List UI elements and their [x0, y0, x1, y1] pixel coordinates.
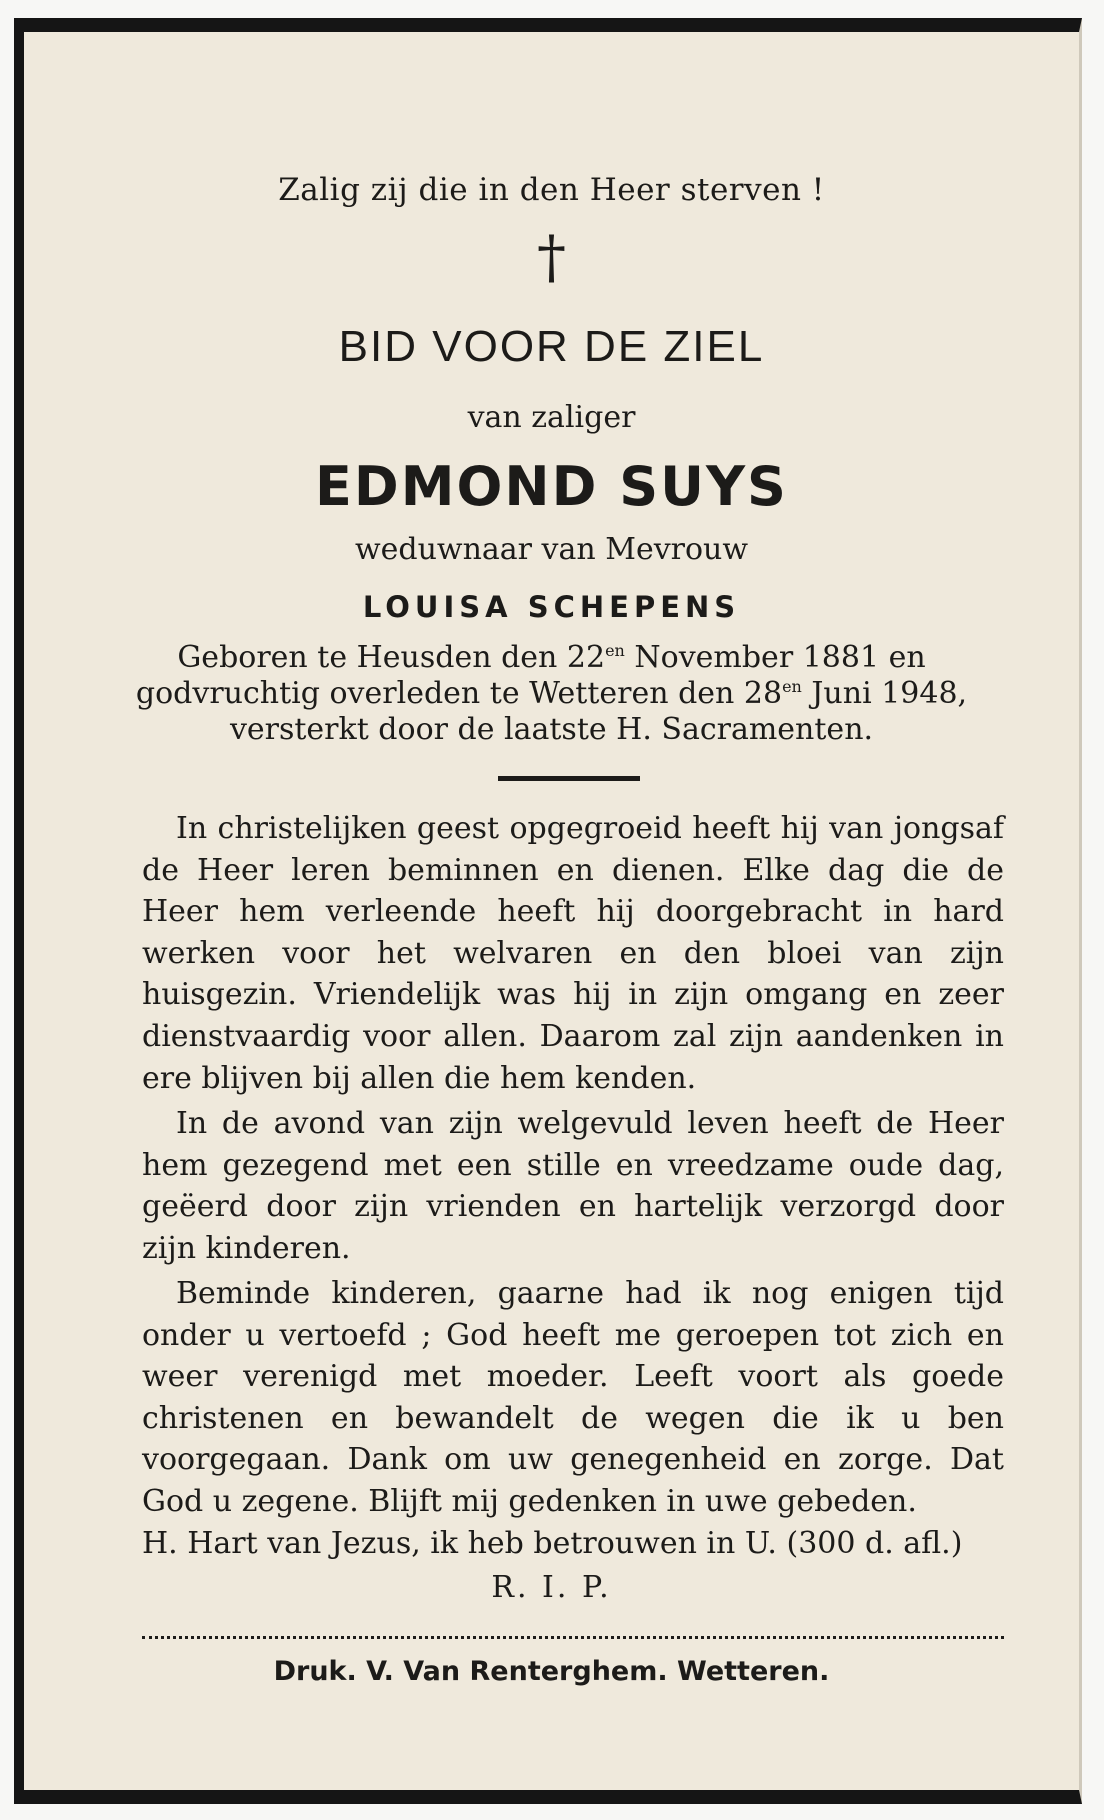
birth-death-details [24, 640, 1079, 748]
dotted-divider [142, 1636, 1004, 1639]
widower-of: weduwnaar van Mevrouw [354, 532, 749, 567]
birth-line: Geboren te Heusden den $22^{en}$ November 1881 en [177, 640, 926, 675]
spouse-name: LOUISA SCHEPENS [362, 590, 741, 624]
death-line: godvruchtig overleden te Wetteren den $28^{en}$ Juni 1948, [135, 676, 968, 711]
divider [498, 776, 640, 781]
rip: R. I. P. [491, 1570, 612, 1605]
paragraph-3: Beminde kinderen, gaarne had ik nog enigen tijd onder u vertoefd ; God heeft me geroepen tot zich en weer verenigd met moeder. Leeft voort als goede christenen en bewandelt de wegen die ik u ben voorgegaan. Dank om uw genegenheid en zorge. Dat God u zegene. Blijft mij gedenken in uwe gebeden. H. Hart van Jezus, ik heb betrouwen in U. (300 d. afl.) [142, 1276, 1004, 1561]
heading: BID VOOR DE ZIEL [338, 322, 765, 371]
cross-icon: † [537, 223, 566, 291]
prayer: H. Hart van Jezus, ik heb betrouwen in U. (300 d. afl.) [142, 1525, 963, 1561]
motto: Zalig zij die in den Heer sterven ! [278, 172, 825, 208]
paragraph-2: In de avond van zijn welgevuld leven heeft de Heer hem gezegend met een stille en vreedzame oude dag, geëerd door zijn vrienden en hartelijk verzorgd door zijn kinderen. [142, 1106, 1004, 1266]
paragraph-1: In christelijken geest opgegroeid heeft hij van jongsaf de Heer leren beminnen en dienen. Elke dag die de Heer hem verleende heeft hij doorgebracht in hard werken voor het welvaren en den bloei van zijn huisgezin. Vriendelijk was hij in zijn omgang en zeer dienstvaardig voor allen. Daarom zal zijn aandenken in ere blijven bij allen die hem kenden. [142, 811, 1004, 1096]
van-zaliger: van zaliger [467, 400, 636, 435]
printer-credit: Druk. V. Van Renterghem. Wetteren. [273, 1656, 830, 1687]
deceased-name: EDMOND SUYS [315, 455, 788, 518]
sacraments-line: versterkt door de laatste H. Sacramenten. [229, 712, 874, 747]
memorial-card [14, 18, 1082, 1804]
